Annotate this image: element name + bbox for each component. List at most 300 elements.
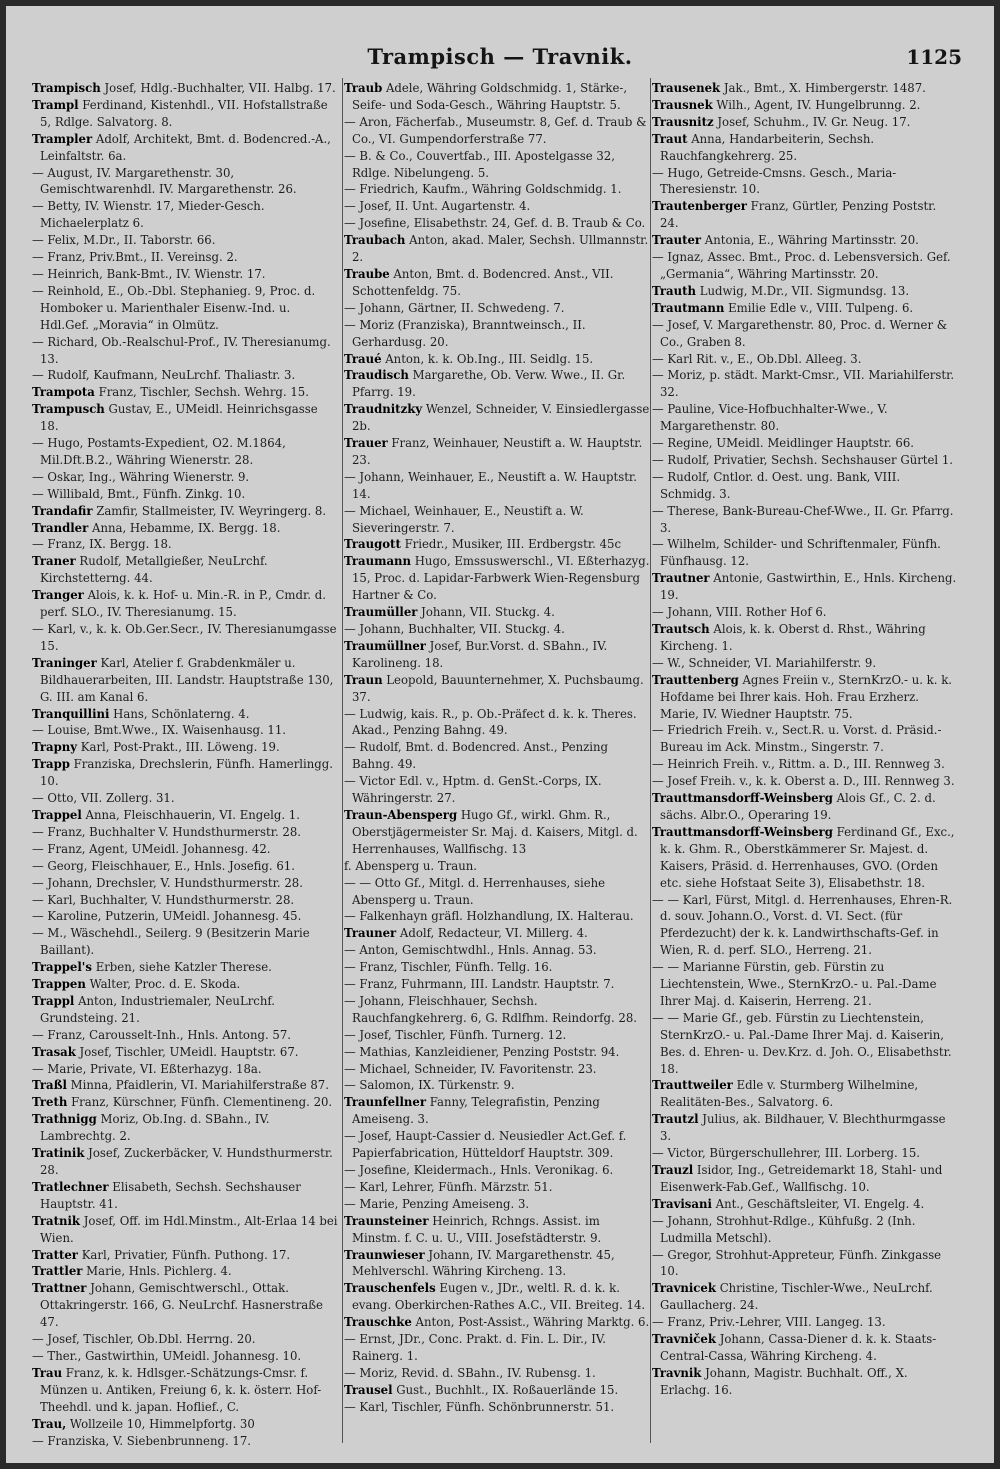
directory-entry bbox=[344, 1365, 650, 1382]
entry-text: — Franz, Priv.-Lehrer, VIII. Langeg. 13. bbox=[652, 1315, 886, 1330]
entry-text: Leopold, Bauunternehmer, X. Puchsbaumg. 37. bbox=[352, 672, 644, 704]
entry-surname: Trathnigg bbox=[32, 1112, 97, 1127]
directory-entry bbox=[652, 435, 958, 452]
directory-entry bbox=[344, 739, 650, 773]
entry-text: Walter, Proc. d. E. Skoda. bbox=[89, 977, 241, 992]
directory-entry bbox=[32, 384, 338, 401]
directory-entry bbox=[344, 1314, 650, 1331]
entry-text: — Marie, Private, VI. Eßterhazyg. 18a. bbox=[32, 1061, 262, 1076]
directory-entry bbox=[344, 469, 650, 503]
entry-surname: Traub bbox=[344, 81, 383, 95]
directory-entry bbox=[32, 1416, 338, 1433]
entry-text: Zamfir, Stallmeister, IV. Weyringerg. 8. bbox=[96, 503, 327, 518]
entry-text: — Karl Rit. v., E., Ob.Dbl. Alleeg. 3. bbox=[652, 351, 862, 366]
entry-text: — Ludwig, kais. R., p. Ob.-Präfect d. k. k. Theres. Akad., Penzing Bahng. 49. bbox=[344, 706, 637, 738]
entry-surname: Travisani bbox=[652, 1196, 712, 1211]
entry-surname: Travnicek bbox=[652, 1281, 716, 1296]
entry-text: Karl, Privatier, Fünfh. Puthong. 17. bbox=[81, 1247, 291, 1262]
entry-text: — Hugo, Postamts-Expedient, O2. M.1864, Mil.Dft.B.2., Währing Wienerstr. 28. bbox=[32, 436, 286, 467]
entry-text: — W., Schneider, VI. Mariahilferstr. 9. bbox=[652, 655, 877, 670]
directory-entry bbox=[652, 131, 958, 165]
directory-entry bbox=[652, 165, 958, 199]
entry-surname: Trautenberger bbox=[652, 199, 747, 214]
entry-surname: Tratinik bbox=[32, 1146, 85, 1161]
entry-text: Adolf, Architekt, Bmt. d. Bodencred.-A., Leinfaltstr. 6a. bbox=[40, 131, 331, 163]
entry-surname: Travnik bbox=[652, 1365, 702, 1380]
entry-text: Antonia, E., Währing Martinsstr. 20. bbox=[704, 233, 919, 248]
directory-entry bbox=[32, 198, 338, 232]
directory-entry bbox=[344, 232, 650, 266]
entry-text: — Friedrich, Kaufm., Währing Goldschmidg. 1. bbox=[344, 182, 622, 197]
entry-surname: Trasak bbox=[32, 1044, 76, 1059]
directory-entry bbox=[32, 1263, 338, 1280]
entry-surname: Trausenek bbox=[652, 81, 721, 95]
directory-entry bbox=[652, 114, 958, 131]
entry-surname: Trappel's bbox=[32, 960, 92, 975]
entry-text: Agnes Freiin v., SternKrzO.- u. k. k. Hofdame bei Ihrer kais. Hoh. Frau Erzherz. Marie, IV. Wiedner Hauptstr. 75. bbox=[660, 672, 952, 721]
directory-entry bbox=[344, 993, 650, 1027]
directory-entry bbox=[652, 892, 958, 960]
entry-text: Elisabeth, Sechsh. Sechshauser Hauptstr. 41. bbox=[40, 1179, 301, 1211]
directory-entry bbox=[344, 1077, 650, 1094]
entry-surname: Trattner bbox=[32, 1281, 87, 1296]
entry-text: — Johann, Buchhalter, VII. Stuckg. 4. bbox=[344, 622, 565, 636]
directory-entry bbox=[652, 80, 958, 97]
directory-entry bbox=[32, 756, 338, 790]
entry-surname: Trautzl bbox=[652, 1112, 699, 1127]
entry-text: — Ernst, JDr., Conc. Prakt. d. Fin. L. Dir., IV. Rainerg. 1. bbox=[344, 1332, 606, 1363]
entry-text: Julius, ak. Bildhauer, V. Blechthurmgasse 3. bbox=[660, 1112, 946, 1144]
entry-text: Adele, Währing Goldschmidg. 1, Stärke-, Seife- und Soda-Gesch., Währing Hauptstr. 5. bbox=[352, 81, 628, 112]
entry-text: — Johann, Fleischhauer, Sechsh. Rauchfangkehrerg. 6, G. Rdlfhm. Reindorfg. 28. bbox=[344, 993, 637, 1025]
entry-text: — Franziska, V. Siebenbrunneng. 17. bbox=[32, 1433, 251, 1448]
entry-text: Franz, Weinhauer, Neustift a. W. Hauptstr. 23. bbox=[352, 436, 643, 467]
directory-entry bbox=[32, 469, 338, 486]
entry-text: Isidor, Ing., Getreidemarkt 18, Stahl- und Eisenwerk-Fab.Gef., Wallfischg. 10. bbox=[660, 1163, 943, 1194]
directory-entry bbox=[344, 1027, 650, 1044]
directory-entry bbox=[344, 976, 650, 993]
entry-text: — Aron, Fächerfab., Museumstr. 8, Gef. d. Traub & Co., VI. Gumpendorferstraße 77. bbox=[344, 114, 647, 146]
directory-entry bbox=[652, 1280, 958, 1314]
entry-surname: Trampl bbox=[32, 97, 79, 112]
entry-text: — Oskar, Ing., Währing Wienerstr. 9. bbox=[32, 469, 250, 484]
entry-surname: Trattler bbox=[32, 1264, 83, 1279]
directory-entry bbox=[652, 367, 958, 401]
directory-entry bbox=[344, 215, 650, 232]
entry-text: Anton, Bmt. d. Bodencred. Anst., VII. Schottenfeldg. 75. bbox=[352, 266, 614, 298]
entry-surname: Trauter bbox=[652, 233, 702, 248]
entry-text: — — Karl, Fürst, Mitgl. d. Herrenhauses, Ehren-R. d. souv. Johann.O., Vorst. d. VI. Sect. (für Pferdezucht) der k. k. Landwirthschafts-Gef. in Wien, R. d. perf. SLO., Herreng. 21. bbox=[652, 892, 953, 958]
entry-surname: Tranquillini bbox=[32, 706, 110, 721]
entry-text: — Josefine, Kleidermach., Hnls. Veronikag. 6. bbox=[344, 1163, 614, 1177]
directory-entry bbox=[652, 570, 958, 604]
directory-entry bbox=[652, 351, 958, 368]
directory-entry bbox=[652, 97, 958, 114]
directory-entry bbox=[344, 875, 650, 909]
entry-text: Wollzeile 10, Himmelpfortg. 30 bbox=[69, 1416, 255, 1431]
directory-entry bbox=[344, 604, 650, 621]
entry-text: — Josef, Haupt-Cassier d. Neusiedler Act.Gef. f. Papierfabrication, Hütteldorf Hauptstr. 309. bbox=[344, 1129, 627, 1161]
entry-surname: Tratlechner bbox=[32, 1179, 109, 1194]
entry-surname: Trandler bbox=[32, 520, 89, 535]
directory-entry bbox=[652, 1077, 958, 1111]
entry-text: — Rudolf, Privatier, Sechsh. Sechshauser Gürtel 1. bbox=[652, 452, 954, 467]
directory-entry bbox=[32, 1111, 338, 1145]
entry-surname: Tratnik bbox=[32, 1213, 81, 1228]
entry-text: — Johann, VIII. Rother Hof 6. bbox=[652, 605, 827, 620]
directory-entry bbox=[32, 807, 338, 824]
directory-entry bbox=[344, 1196, 650, 1213]
entry-text: — Ignaz, Assec. Bmt., Proc. d. Lebensversich. Gef. „Germania“, Währing Martinsstr. 20. bbox=[652, 250, 951, 281]
entry-text: — Franz, Priv.Bmt., II. Vereinsg. 2. bbox=[32, 250, 238, 265]
entry-surname: Traun bbox=[344, 672, 383, 687]
directory-entry bbox=[344, 148, 650, 182]
entry-text: — Regine, UMeidl. Meidlinger Hauptstr. 66. bbox=[652, 436, 915, 451]
directory-entry bbox=[32, 503, 338, 520]
entry-text: Wenzel, Schneider, V. Einsiedlergasse 2b. bbox=[352, 402, 650, 434]
entry-text: — — Otto Gf., Mitgl. d. Herrenhauses, siehe Abensperg u. Traun. bbox=[344, 875, 606, 907]
entry-text: — Josef, V. Margarethenstr. 80, Proc. d. Werner & Co., Graben 8. bbox=[652, 317, 948, 349]
entry-surname: Traßl bbox=[32, 1078, 67, 1093]
entry-text: Friedr., Musiker, III. Erdbergstr. 45c bbox=[404, 537, 621, 552]
directory-entry bbox=[32, 1145, 338, 1179]
entry-text: — Josefine, Elisabethstr. 24, Gef. d. B. Traub & Co. bbox=[344, 216, 646, 231]
entry-surname: Traué bbox=[344, 351, 382, 366]
entry-surname: Traube bbox=[344, 266, 390, 281]
entry-surname: Traubach bbox=[344, 233, 406, 248]
directory-entry bbox=[344, 1382, 650, 1399]
entry-surname: Treth bbox=[32, 1095, 68, 1110]
directory-entry bbox=[32, 1348, 338, 1365]
entry-text: — Karl, v., k. k. Ob.Ger.Secr., IV. Theresianumgasse 15. bbox=[32, 622, 337, 653]
directory-entry bbox=[32, 824, 338, 841]
entry-text: — — Marianne Fürstin, geb. Fürstin zu Liechtenstein, Wwe., SternKrzO.- u. Pal.-Dame Ihrer Maj. d. Kaiserin, Herreng. 21. bbox=[652, 960, 937, 1008]
entry-text: — Pauline, Vice-Hofbuchhalter-Wwe., V. Margarethenstr. 80. bbox=[652, 402, 888, 434]
directory-entry bbox=[652, 401, 958, 435]
entry-text: Hugo Gf., wirkl. Ghm. R., Oberstjägermeister Sr. Maj. d. Kaisers, Mitgl. d. Herrenhauses, Wallfischg. 13 bbox=[352, 807, 638, 856]
entry-text: — Rudolf, Cntlor. d. Oest. ung. Bank, VIII. Schmidg. 3. bbox=[652, 469, 901, 501]
directory-entry bbox=[344, 198, 650, 215]
directory-entry bbox=[652, 249, 958, 283]
directory-entry bbox=[344, 638, 650, 672]
entry-text: — Otto, VII. Zollerg. 31. bbox=[32, 791, 175, 806]
entry-text: Johann, IV. Margarethenstr. 45, Mehlverschl. Währing Kircheng. 13. bbox=[352, 1247, 615, 1279]
entry-surname: Trauttweiler bbox=[652, 1078, 733, 1093]
entry-text: — Reinhold, E., Ob.-Dbl. Stephanieg. 9, Proc. d. Homboker u. Marienthaler Eisenw.-Ind. u. Hdl.Gef. „Moravia“ in Olmütz. bbox=[32, 283, 316, 332]
directory-entry bbox=[344, 503, 650, 537]
entry-text: — Franz, Buchhalter V. Hundsthurmerstr. 28. bbox=[32, 824, 302, 839]
entry-text: Anna, Fleischhauerin, VI. Engelg. 1. bbox=[85, 807, 300, 822]
entry-text: — Karl, Tischler, Fünfh. Schönbrunnerstr. 51. bbox=[344, 1399, 615, 1414]
entry-surname: Trauschke bbox=[344, 1315, 412, 1330]
directory-entry bbox=[652, 503, 958, 537]
entry-text: — August, IV. Margarethenstr. 30, Gemischtwarenhdl. IV. Margarethenstr. 26. bbox=[32, 165, 297, 197]
entry-text: — Rudolf, Bmt. d. Bodencred. Anst., Penzing Bahng. 49. bbox=[344, 740, 609, 772]
directory-entry bbox=[344, 266, 650, 300]
entry-text: Johann, Cassa-Diener d. k. k. Staats-Central-Cassa, Währing Kircheng. 4. bbox=[660, 1332, 937, 1363]
entry-surname: Trapny bbox=[32, 740, 78, 755]
directory-entry bbox=[344, 908, 650, 925]
directory-entry bbox=[32, 520, 338, 537]
directory-entry bbox=[344, 80, 650, 114]
entry-surname: Trampusch bbox=[32, 402, 105, 417]
directory-entry bbox=[344, 1280, 650, 1314]
directory-entry bbox=[32, 80, 338, 97]
entry-text: — Willibald, Bmt., Fünfh. Zinkg. 10. bbox=[32, 486, 246, 501]
entry-surname: Trauth bbox=[652, 283, 696, 298]
directory-entry bbox=[344, 773, 650, 807]
entry-text: — Therese, Bank-Bureau-Chef-Wwe., II. Gr. Pfarrg. 3. bbox=[652, 503, 954, 535]
directory-entry bbox=[652, 722, 958, 756]
directory-entry bbox=[344, 672, 650, 706]
entry-text: Alois, k. k. Hof- u. Min.-R. in P., Cmdr. d. perf. SLO., IV. Theresianumg. 15. bbox=[40, 588, 326, 620]
entry-text: Josef, Off. im Hdl.Minstm., Alt-Erlaa 14 bei Wien. bbox=[40, 1213, 338, 1245]
directory-entry bbox=[652, 1196, 958, 1213]
entry-text: Fanny, Telegrafistin, Penzing Ameiseng. 3. bbox=[352, 1095, 600, 1127]
entry-text: Heinrich, Rchngs. Assist. im Minstm. f. C. u. U., VIII. Josefstädterstr. 9. bbox=[352, 1213, 602, 1245]
directory-entry bbox=[344, 1061, 650, 1078]
directory-entry bbox=[32, 1365, 338, 1416]
entry-text: — Mathias, Kanzleidiener, Penzing Poststr. 94. bbox=[344, 1044, 620, 1059]
directory-entry bbox=[344, 181, 650, 198]
directory-entry bbox=[32, 232, 338, 249]
entry-surname: Tratter bbox=[32, 1247, 78, 1262]
entry-surname: Trauttmansdorff-Weinsberg bbox=[652, 791, 833, 806]
directory-entry bbox=[652, 1247, 958, 1281]
entry-text: Johann, VII. Stuckg. 4. bbox=[421, 605, 555, 620]
entry-surname: Trauer bbox=[344, 436, 388, 451]
entry-text: Ludwig, M.Dr., VII. Sigmundsg. 13. bbox=[699, 283, 910, 298]
entry-text: Anton, k. k. Ob.Ing., III. Seidlg. 15. bbox=[385, 351, 594, 366]
directory-entry bbox=[652, 1365, 958, 1399]
directory-entry bbox=[344, 1128, 650, 1162]
entry-text: — Heinrich, Bank-Bmt., IV. Wienstr. 17. bbox=[32, 266, 266, 281]
entry-text: — Franz, IX. Bergg. 18. bbox=[32, 537, 172, 552]
directory-entry bbox=[32, 875, 338, 892]
entry-text: Gustav, E., UMeidl. Heinrichsgasse 18. bbox=[40, 402, 318, 434]
directory-entry bbox=[32, 367, 338, 384]
entry-text: — Karl, Buchhalter, V. Hundsthurmerstr. 28. bbox=[32, 892, 295, 907]
entry-surname: Trandafir bbox=[32, 503, 93, 518]
directory-entry bbox=[32, 401, 338, 435]
entry-text: — Moriz (Franziska), Branntweinsch., II. Gerhardusg. 20. bbox=[344, 317, 586, 349]
entry-text: — B. & Co., Couvertfab., III. Apostelgasse 32, Rdlge. Nibelungeng. 5. bbox=[344, 148, 615, 180]
directory-entry bbox=[344, 553, 650, 604]
directory-entry bbox=[652, 300, 958, 317]
entry-text: Jak., Bmt., X. Himbergerstr. 1487. bbox=[723, 81, 926, 95]
entry-text: Franziska, Drechslerin, Fünfh. Hamerlingg. 10. bbox=[40, 757, 333, 789]
entry-text: — Johann, Gärtner, II. Schwedeng. 7. bbox=[344, 300, 565, 315]
entry-surname: Trausel bbox=[344, 1382, 393, 1397]
entry-text: Minna, Pfaidlerin, VI. Mariahilferstraße 87. bbox=[70, 1078, 329, 1093]
directory-entry bbox=[344, 621, 650, 638]
entry-surname: Trauschenfels bbox=[344, 1281, 436, 1296]
directory-entry bbox=[652, 469, 958, 503]
entry-surname: Traugott bbox=[344, 537, 401, 552]
directory-entry bbox=[32, 553, 338, 587]
page-number: 1125 bbox=[906, 45, 962, 69]
directory-entry bbox=[344, 1179, 650, 1196]
directory-entry bbox=[652, 232, 958, 249]
directory-entry bbox=[652, 824, 958, 892]
directory-entry bbox=[32, 908, 338, 925]
directory-entry bbox=[344, 536, 650, 553]
entry-surname: Trauzl bbox=[652, 1163, 694, 1177]
directory-entry bbox=[32, 892, 338, 909]
entry-text: Anna, Hebamme, IX. Bergg. 18. bbox=[92, 520, 281, 535]
entry-text: Antonie, Gastwirthin, E., Hnls. Kircheng. 19. bbox=[660, 571, 957, 603]
directory-entry bbox=[652, 1331, 958, 1365]
column-1 bbox=[32, 80, 338, 1448]
directory-entry bbox=[32, 1280, 338, 1331]
directory-entry bbox=[32, 841, 338, 858]
entry-text: — Johann, Weinhauer, E., Neustift a. W. Hauptstr. 14. bbox=[344, 469, 637, 501]
entry-surname: Trautmann bbox=[652, 300, 725, 315]
directory-entry bbox=[344, 1044, 650, 1061]
entry-text: — Hugo, Getreide-Cmsns. Gesch., Maria-Theresienstr. 10. bbox=[652, 165, 897, 197]
entry-text: Anton, Industriemaler, NeuLrchf. Grundsteing. 21. bbox=[40, 993, 275, 1025]
directory-entry bbox=[32, 1094, 338, 1111]
entry-text: — Franz, Tischler, Fünfh. Tellg. 16. bbox=[344, 960, 553, 975]
entry-text: — Josef, Tischler, Fünfh. Turnerg. 12. bbox=[344, 1027, 567, 1042]
entry-text: Gust., Buchhlt., IX. Roßauerlände 15. bbox=[396, 1382, 619, 1397]
directory-entry bbox=[652, 283, 958, 300]
column-3 bbox=[652, 80, 958, 1440]
entry-text: — Franz, Carousselt-Inh., Hnls. Antong. 57. bbox=[32, 1027, 291, 1042]
entry-surname: Trau, bbox=[32, 1416, 67, 1431]
entry-text: — Victor, Bürgerschullehrer, III. Lorberg. 15. bbox=[652, 1146, 920, 1161]
directory-entry bbox=[652, 452, 958, 469]
entry-text: Ant., Geschäftsleiter, VI. Engelg. 4. bbox=[715, 1196, 925, 1211]
entry-text: — Karoline, Putzerin, UMeidl. Johannesg. 45. bbox=[32, 909, 302, 924]
directory-entry bbox=[32, 621, 338, 655]
directory-entry bbox=[344, 1162, 650, 1179]
entry-text: Johann, Magistr. Buchhalt. Off., X. Erlachg. 16. bbox=[660, 1365, 908, 1397]
directory-entry bbox=[32, 1044, 338, 1061]
directory-entry bbox=[32, 790, 338, 807]
directory-entry bbox=[32, 1179, 338, 1213]
entry-text: Ferdinand, Kistenhdl., VII. Hofstallstraße 5, Rdlge. Salvatorg. 8. bbox=[40, 97, 328, 129]
directory-entry bbox=[32, 435, 338, 469]
directory-entry bbox=[652, 317, 958, 351]
entry-text: Marie, Hnls. Pichlerg. 4. bbox=[86, 1264, 232, 1279]
entry-text: Josef, Tischler, UMeidl. Hauptstr. 67. bbox=[79, 1044, 299, 1059]
directory-entry bbox=[32, 165, 338, 199]
entry-text: Margarethe, Ob. Verw. Wwe., II. Gr. Pfarrg. 19. bbox=[352, 368, 626, 400]
entry-text: Josef, Zuckerbäcker, V. Hundsthurmerstr. 28. bbox=[40, 1146, 333, 1177]
directory-entry bbox=[652, 1010, 958, 1078]
entry-text: — Johann, Strohhut-Rdlge., Kühfußg. 2 (Inh. Ludmilla Metschl). bbox=[652, 1213, 916, 1245]
directory-entry bbox=[32, 131, 338, 165]
directory-entry bbox=[652, 604, 958, 621]
directory-entry bbox=[344, 1247, 650, 1281]
directory-entry bbox=[344, 351, 650, 368]
entry-text: Wilh., Agent, IV. Hungelbrunng. 2. bbox=[716, 97, 921, 112]
entry-surname: Trampler bbox=[32, 131, 93, 146]
directory-entry bbox=[32, 1061, 338, 1078]
directory-entry bbox=[344, 1331, 650, 1365]
directory-entry bbox=[652, 773, 958, 790]
directory-entry bbox=[32, 1077, 338, 1094]
entry-surname: Traninger bbox=[32, 655, 97, 670]
page-header bbox=[30, 44, 970, 74]
entry-surname: Traudnitzky bbox=[344, 402, 423, 417]
directory-entry bbox=[32, 1027, 338, 1044]
entry-text: Franz, Gürtler, Penzing Poststr. 24. bbox=[660, 199, 937, 231]
directory-entry bbox=[652, 790, 958, 824]
entry-surname: Traumüller bbox=[344, 605, 418, 620]
entry-text: — Georg, Fleischhauer, E., Hnls. Josefig. 61. bbox=[32, 858, 295, 873]
directory-entry bbox=[32, 925, 338, 959]
directory-entry bbox=[344, 300, 650, 317]
column-2 bbox=[344, 80, 650, 1440]
entry-text: — Falkenhayn gräfl. Holzhandlung, IX. Halterau. bbox=[344, 909, 634, 924]
directory-entry bbox=[652, 1145, 958, 1162]
entry-surname: Traumann bbox=[344, 554, 412, 569]
directory-entry bbox=[32, 486, 338, 503]
entry-text: — Moriz, Revid. d. SBahn., IV. Rubensg. 1. bbox=[344, 1365, 596, 1380]
entry-text: Karl, Atelier f. Grabdenkmäler u. Bildhauerarbeiten, III. Landstr. Hauptstraße 130, G. III. am Kanal 6. bbox=[40, 655, 334, 704]
entry-text: Eugen v., JDr., weltl. R. d. k. k. evang. Oberkirchen-Rathes A.C., VII. Breiteg. 14. bbox=[352, 1281, 646, 1313]
entry-surname: Trapp bbox=[32, 757, 70, 772]
directory-entry bbox=[32, 993, 338, 1027]
entry-surname: Traunwieser bbox=[344, 1247, 425, 1262]
directory-columns bbox=[32, 80, 962, 1448]
entry-surname: Trautsch bbox=[652, 622, 710, 636]
entry-surname: Trappen bbox=[32, 977, 86, 992]
entry-text: — Louise, Bmt.Wwe., IX. Waisenhausg. 11. bbox=[32, 723, 287, 738]
entry-surname: Traunsteiner bbox=[344, 1213, 429, 1228]
entry-text: — Gregor, Strohhut-Appreteur, Fünfh. Zinkgasse 10. bbox=[652, 1247, 942, 1279]
entry-text: Erben, siehe Katzler Therese. bbox=[95, 960, 272, 975]
entry-text: Ferdinand Gf., Exc., k. k. Ghm. R., Oberstkämmerer Sr. Majest. d. Kaisers, Präsid. d. Herrenhauses, GVO. (Orden etc. siehe Hofstaat Seite 3), Elisabethstr. 18. bbox=[660, 824, 955, 890]
entry-text: Emilie Edle v., VIII. Tulpeng. 6. bbox=[728, 300, 914, 315]
entry-text: f. Abensperg u. Traun. bbox=[344, 858, 477, 873]
entry-surname: Trau bbox=[32, 1365, 63, 1380]
entry-text: Johann, Gemischtwerschl., Ottak. Ottakringerstr. 166, G. NeuLrchf. Hasnerstraße 47. bbox=[40, 1281, 323, 1330]
directory-entry bbox=[652, 959, 958, 1010]
directory-entry bbox=[32, 739, 338, 756]
entry-surname: Trappl bbox=[32, 993, 75, 1008]
entry-text: Josef, Bur.Vorst. d. SBahn., IV. Karolineng. 18. bbox=[352, 638, 608, 670]
entry-text: Anton, Post-Assist., Währing Marktg. 6. bbox=[415, 1315, 650, 1330]
directory-entry bbox=[32, 536, 338, 553]
directory-entry bbox=[652, 621, 958, 655]
entry-text: Hans, Schönlaterng. 4. bbox=[113, 706, 250, 721]
directory-entry bbox=[652, 1213, 958, 1247]
entry-text: Adolf, Redacteur, VI. Millerg. 4. bbox=[399, 926, 588, 941]
entry-surname: Traunfellner bbox=[344, 1095, 427, 1110]
entry-text: — Richard, Ob.-Realschul-Prof., IV. Theresianumg. 13. bbox=[32, 334, 331, 366]
directory-entry bbox=[32, 706, 338, 723]
directory-entry bbox=[344, 959, 650, 976]
entry-surname: Traner bbox=[32, 554, 76, 569]
entry-text: Anna, Handarbeiterin, Sechsh. Rauchfangkehrerg. 25. bbox=[660, 131, 875, 163]
entry-text: — Wilhelm, Schilder- und Schriftenmaler, Fünfh. Fünfhausg. 12. bbox=[652, 537, 941, 569]
entry-text: Karl, Post-Prakt., III. Löweng. 19. bbox=[80, 740, 280, 755]
entry-text: — Felix, M.Dr., II. Taborstr. 66. bbox=[32, 233, 216, 248]
entry-text: — Friedrich Freih. v., Sect.R. u. Vorst. d. Präsid.-Bureau im Ack. Minstm., Singerstr. 7. bbox=[652, 723, 942, 755]
entry-text: Moriz, Ob.Ing. d. SBahn., IV. Lambrechtg. 2. bbox=[40, 1112, 270, 1144]
directory-entry bbox=[32, 1331, 338, 1348]
entry-surname: Trampota bbox=[32, 385, 95, 400]
entry-text: — Moriz, p. städt. Markt-Cmsr., VII. Mariahilferstr. 32. bbox=[652, 368, 955, 400]
entry-text: Hugo, Emssuswerschl., VI. Eßterhazyg. 15, Proc. d. Lapidar-Farbwerk Wien-Regensburg Hartner & Co. bbox=[352, 554, 650, 603]
directory-entry bbox=[344, 317, 650, 351]
entry-text: Josef, Schuhm., IV. Gr. Neug. 17. bbox=[717, 114, 911, 129]
entry-surname: Trausnek bbox=[652, 97, 713, 112]
entry-surname: Trauttenberg bbox=[652, 672, 739, 687]
